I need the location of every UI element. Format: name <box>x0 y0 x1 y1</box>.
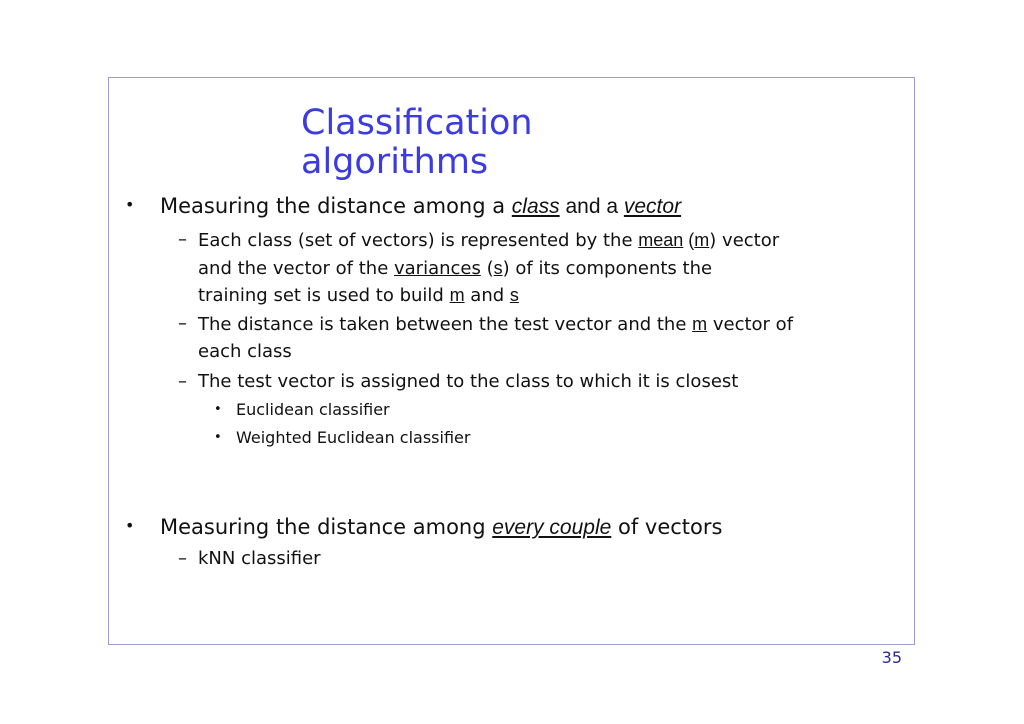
bullet-2-text: Measuring the distance among every couple of vectors <box>160 515 723 539</box>
sub-bullet-1-text: Each class (set of vectors) is represented by the mean (m) vector and the vector of the variances (s) of its components the training set is used to build m and s <box>198 230 780 306</box>
sub-bullet-3-text: The test vector is assigned to the class to which it is closest <box>198 371 739 392</box>
page-number: 35 <box>881 648 902 667</box>
list-item: Weighted Euclidean classifier <box>236 428 471 447</box>
bullet-marker: • <box>214 402 222 417</box>
sub-bullet-text: kNN classifier <box>198 548 321 569</box>
emphasis-vector: vector <box>623 195 682 218</box>
list-item: Euclidean classifier <box>236 400 390 419</box>
sub-bullet-2-text: The distance is taken between the test vector and the m vector of each class <box>198 314 794 362</box>
dash-marker: – <box>178 313 187 334</box>
bullet-marker: • <box>125 516 135 535</box>
bullet-marker: • <box>125 195 135 214</box>
emphasis-class: class <box>511 195 560 218</box>
dash-marker: – <box>178 229 187 250</box>
bullet-marker: • <box>214 430 222 445</box>
bullet-1-text: Measuring the distance among a class and a vector <box>160 194 682 218</box>
slide-title: Classification algorithms <box>301 103 533 182</box>
dash-marker: – <box>178 548 187 569</box>
emphasis-every-couple: every couple <box>492 516 612 539</box>
dash-marker: – <box>178 371 187 392</box>
